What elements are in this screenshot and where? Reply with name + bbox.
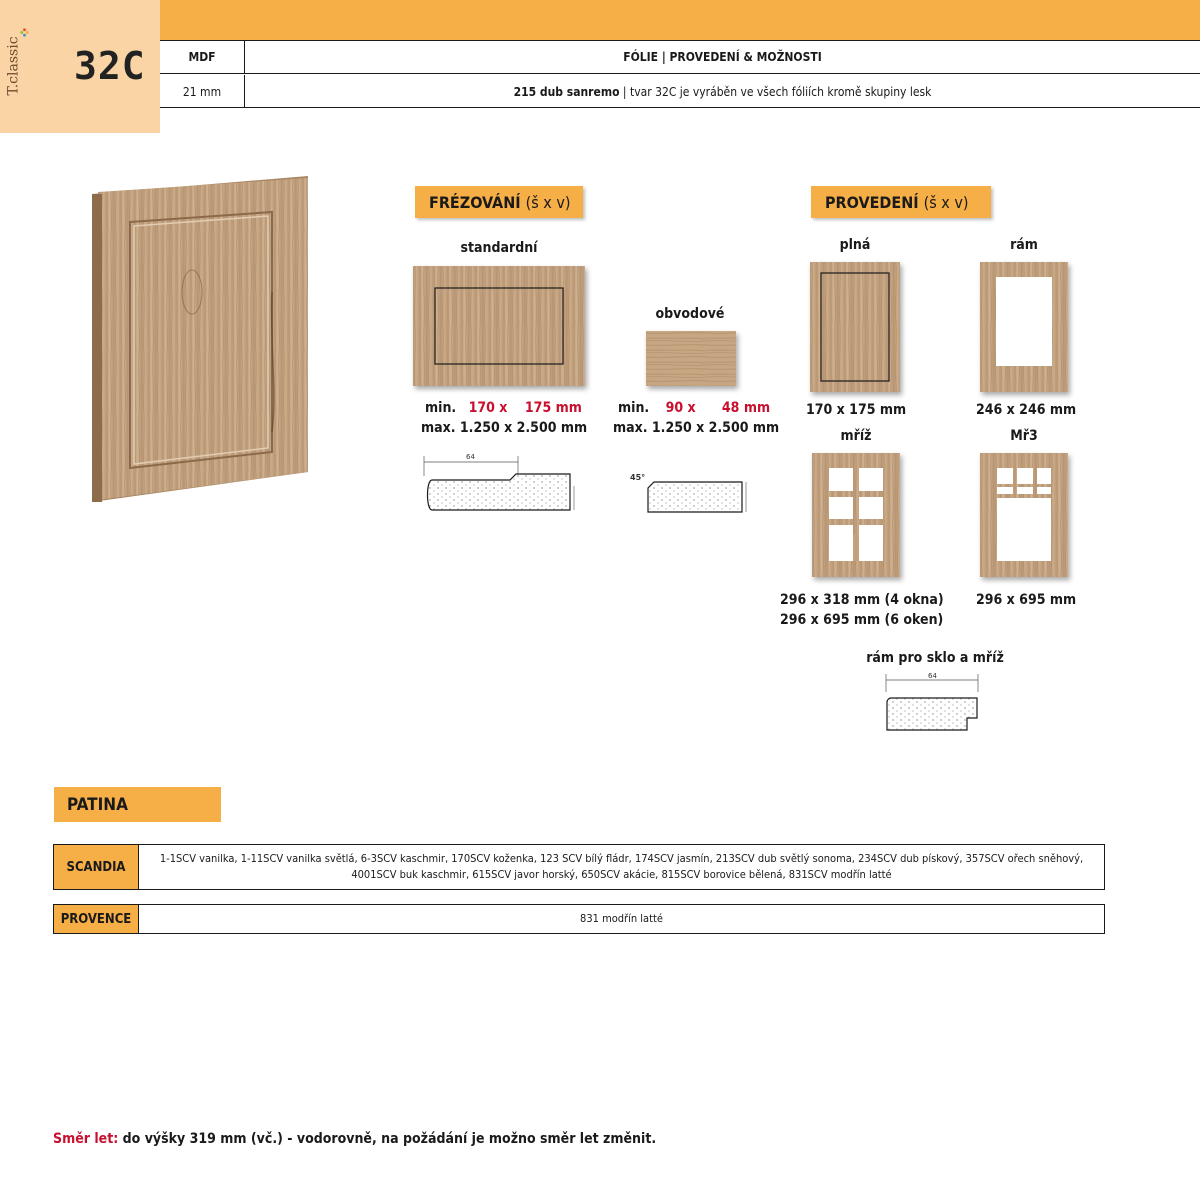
design-ram-dims: 246 x 246 mm [976, 402, 1077, 418]
door-photo [72, 172, 322, 518]
patina-title: PATINA [54, 787, 221, 822]
standard-milling-sample [413, 266, 585, 386]
brand-panel [0, 0, 160, 133]
spec-header-mdf: MDF [160, 41, 245, 73]
patina-scandia-line-1: 1-1SCV vanilka, 1-11SCV vanilka světlá, 6-3SCV kaschmir, 170SCV koženka, 123 SCV bílý fládr, 174SCV jasmín, 213SCV dub světlý sonoma, 234SCV dub pískový, 357SCV ořech sněhový, [159, 852, 1084, 865]
edge-milling-label: obvodové [655, 306, 725, 322]
edge-profile-drawing [628, 468, 750, 516]
design-mriz-sample [812, 453, 900, 577]
standard-profile-dim: 64 [466, 453, 475, 461]
spec-header-folie: FÓLIE | PROVEDENÍ & MOŽNOSTI [623, 50, 822, 64]
standard-min-value: 170 x 175 mm [468, 400, 582, 416]
spec-folie-value [245, 85, 1200, 99]
design-plna-label: plná [839, 237, 871, 253]
standard-profile-drawing [420, 450, 578, 516]
milling-title-text: FRÉZOVÁNÍ [429, 192, 521, 212]
glass-frame-profile-dim: 64 [928, 672, 937, 680]
design-title [811, 186, 991, 218]
standard-milling-label: standardní [460, 240, 538, 256]
patina-scandia-values [139, 845, 1104, 889]
standard-max-dims: max. 1.250 x 2.500 mm [421, 420, 588, 436]
edge-min-label: min. [618, 400, 650, 416]
grain-direction-note [53, 1131, 656, 1147]
design-mriz-dims-2: 296 x 695 mm (6 oken) [780, 612, 944, 628]
standard-min-dims [425, 400, 582, 416]
design-ram-sample [980, 262, 1068, 392]
spec-table [160, 40, 1200, 108]
spec-value-row [160, 75, 1200, 108]
brand-logo [5, 24, 36, 114]
spec-header-row [160, 41, 1200, 74]
spec-folie-name: 215 dub sanremo [513, 84, 620, 99]
design-mr3-sample [980, 453, 1068, 577]
design-title-text: PROVEDENÍ [825, 192, 919, 212]
design-mriz-dims-1: 296 x 318 mm (4 okna) [780, 592, 944, 608]
brand-name: T.classic [5, 36, 22, 96]
patina-provence-header: PROVENCE [54, 905, 139, 933]
grain-direction-text: do výšky 319 mm (vč.) - vodorovně, na požádání je možno směr let změnit. [118, 1131, 657, 1147]
design-plna-dims: 170 x 175 mm [806, 402, 907, 418]
edge-milling-sample [646, 331, 736, 386]
design-plna-sample [810, 262, 900, 392]
patina-scandia-line-2: 4001SCV buk kaschmir, 615SCV javor horský, 650SCV akácie, 815SCV borovice bělená, 831SCV modřín latté [351, 868, 892, 881]
design-mriz-label: mříž [840, 428, 872, 444]
design-title-suffix: (š x v) [923, 192, 969, 212]
glass-frame-profile-drawing [883, 670, 983, 734]
milling-title [415, 186, 583, 218]
patina-provence-values: 831 modřín latté [580, 912, 663, 925]
edge-max-dims: max. 1.250 x 2.500 mm [613, 420, 780, 436]
patina-scandia-header: SCANDIA [54, 845, 139, 889]
edge-min-value: 90 x 48 mm [665, 400, 771, 416]
milling-title-suffix: (š x v) [525, 192, 571, 212]
header-accent-bar [160, 0, 1200, 40]
design-ram-label: rám [1010, 237, 1038, 253]
design-mr3-dims: 296 x 695 mm [976, 592, 1077, 608]
design-mr3-label: Mř3 [1010, 428, 1038, 444]
standard-min-label: min. [425, 400, 457, 416]
glass-frame-label: rám pro sklo a mříž [866, 650, 1004, 666]
patina-row-scandia [53, 844, 1105, 890]
edge-min-dims [618, 400, 770, 416]
edge-profile-angle: 45° [630, 473, 646, 482]
spec-folie-note: | tvar 32C je vyráběn ve všech fóliích kromě skupiny lesk [619, 84, 932, 99]
grain-direction-label: Směr let: [53, 1131, 119, 1147]
spec-thickness: 21 mm [160, 75, 245, 108]
patina-row-provence [53, 904, 1105, 934]
product-code: 32C [74, 44, 146, 88]
